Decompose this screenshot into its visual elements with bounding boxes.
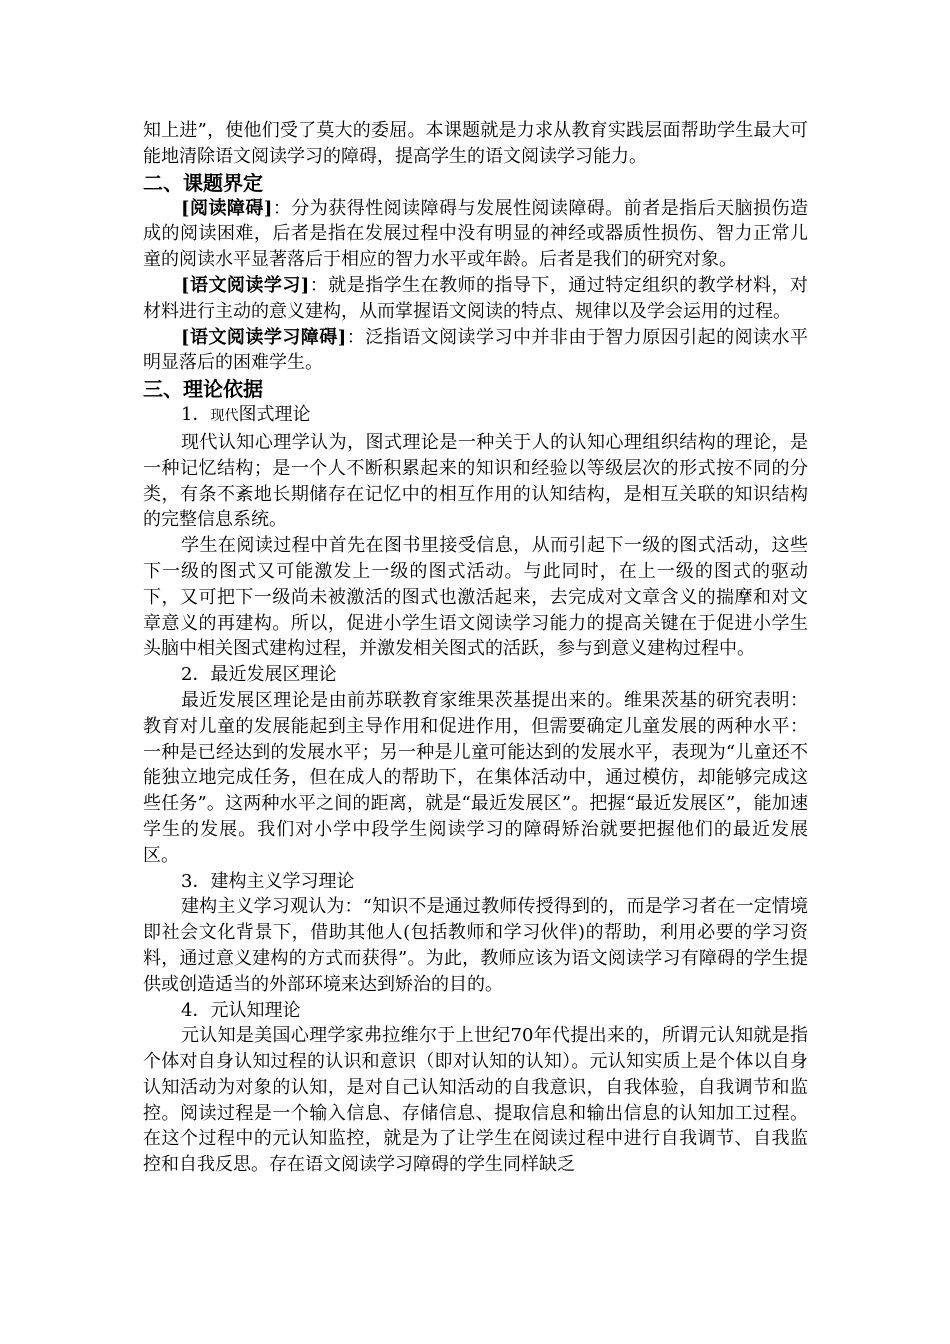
section-heading-theory: 三、理论依据 — [143, 377, 263, 402]
subheading-constructivism: 3．建构主义学习理论 — [181, 870, 355, 892]
body-paragraph: 学生在阅读过程中首先在图书里接受信息，从而引起下一级的图式活动，这些下一级的图式又可能激发上一级的图式活动。与此同时，在上一级的图式的驱动下，又可把下一级尚未被激活的图式也激活起来，去完成对文章含义的揣摩和对文章意义的再建构。所以，促进小学生语文阅读学习能力的提高关键在于促进小学生头脑中相关图式建构过程，并激发相关图式的活跃，参与到意义建构过程中。 — [143, 535, 808, 660]
definition-chinese-reading-disorder — [143, 325, 808, 377]
body-paragraph: 最近发展区理论是由前苏联教育家维果茨基提出来的。维果茨基的研究表明：教育对儿童的发展能起到主导作用和促进作用，但需要确定儿童发展的两种水平：一种是已经达到的发展水平；另一种是儿童可能达到的发展水平，表现为“儿童还不能独立地完成任务，但在成人的帮助下，在集体活动中，通过模仿，却能够完成这些任务”。这两种水平之间的距离，就是“最近发展区”。把握“最近发展区”，能加速学生的发展。我们对小学中段学生阅读学习的障碍矫治就要把握他们的最近发展区。 — [143, 689, 808, 866]
definition-term: [语文阅读学习] — [181, 274, 310, 296]
definition-text: ：分为获得性阅读障碍与发展性阅读障碍。前者是指后天脑损伤造成的阅读困难，后者是指在发展过程中没有明显的神经或器质性损伤、智力正常儿童的阅读水平显著落后于相应的智力水平或年龄。后者是我们的研究对象。 — [143, 197, 808, 271]
subheading-zpd-theory: 2．最近发展区理论 — [181, 664, 337, 686]
body-paragraph: 现代认知心理学认为，图式理论是一种关于人的认知心理组织结构的理论，是一种记忆结构；是一个人不断积累起来的知识和经验以等级层次的形式按不同的分类，有条不紊地长期储存在记忆中的相互作用的认知结构，是相互关联的知识结构的完整信息系统。 — [143, 431, 808, 531]
body-paragraph: 建构主义学习观认为：“知识不是通过教师传授得到的，而是学习者在一定情境即社会文化背景下，借助其他人(包括教师和学习伙伴)的帮助，利用必要的学习资料，通过意义建构的方式而获得”。为此，教师应该为语文阅读学习有障碍的学生提供或创造适当的外部环境来达到矫治的目的。 — [143, 896, 808, 995]
definition-term: [阅读障碍] — [181, 197, 273, 219]
document-page — [143, 118, 808, 1178]
subheading-schema-theory — [143, 402, 808, 430]
body-paragraph: 元认知是美国心理学家弗拉维尔于上世纪70年代提出来的，所谓元认知就是指个体对自身认知过程的认识和意识（即对认知的认知）。元认知实质上是个体以自身认知活动为对象的认知，是对自己认知活动的自我意识，自我体验，自我调节和监控。阅读过程是一个输入信息、存储信息、提取信息和输出信息的认知加工过程。在这个过程中的元认知监控，就是为了让学生在阅读过程中进行自我调节、自我监控和自我反思。存在语文阅读学习障碍的学生同样缺乏 — [143, 1025, 808, 1176]
subheading-title: 图式理论 — [238, 404, 311, 426]
subheading-metacognition: 4．元认知理论 — [181, 999, 301, 1021]
intro-paragraph: 知上进”，使他们受了莫大的委屈。本课题就是力求从教育实践层面帮助学生最大可能地清除语文阅读学习的障碍，提高学生的语文阅读学习能力。 — [143, 120, 808, 167]
subheading-number: 1． — [181, 404, 211, 426]
subheading-small-prefix: 现代 — [210, 408, 239, 425]
section-heading-definitions: 二、课题界定 — [143, 170, 263, 195]
definition-text: ：就是指学生在教师的指导下，通过特定组织的教学材料，对材料进行主动的意义建构，从而掌握语文阅读的特点、规律以及学会运用的过程。 — [143, 274, 808, 322]
definition-reading-disorder — [143, 196, 808, 273]
definition-term: [语文阅读学习障碍] — [181, 326, 347, 348]
definition-chinese-reading — [143, 273, 808, 325]
definition-text: ：泛指语文阅读学习中并非由于智力原因引起的阅读水平明显落后的困难学生。 — [143, 326, 808, 374]
